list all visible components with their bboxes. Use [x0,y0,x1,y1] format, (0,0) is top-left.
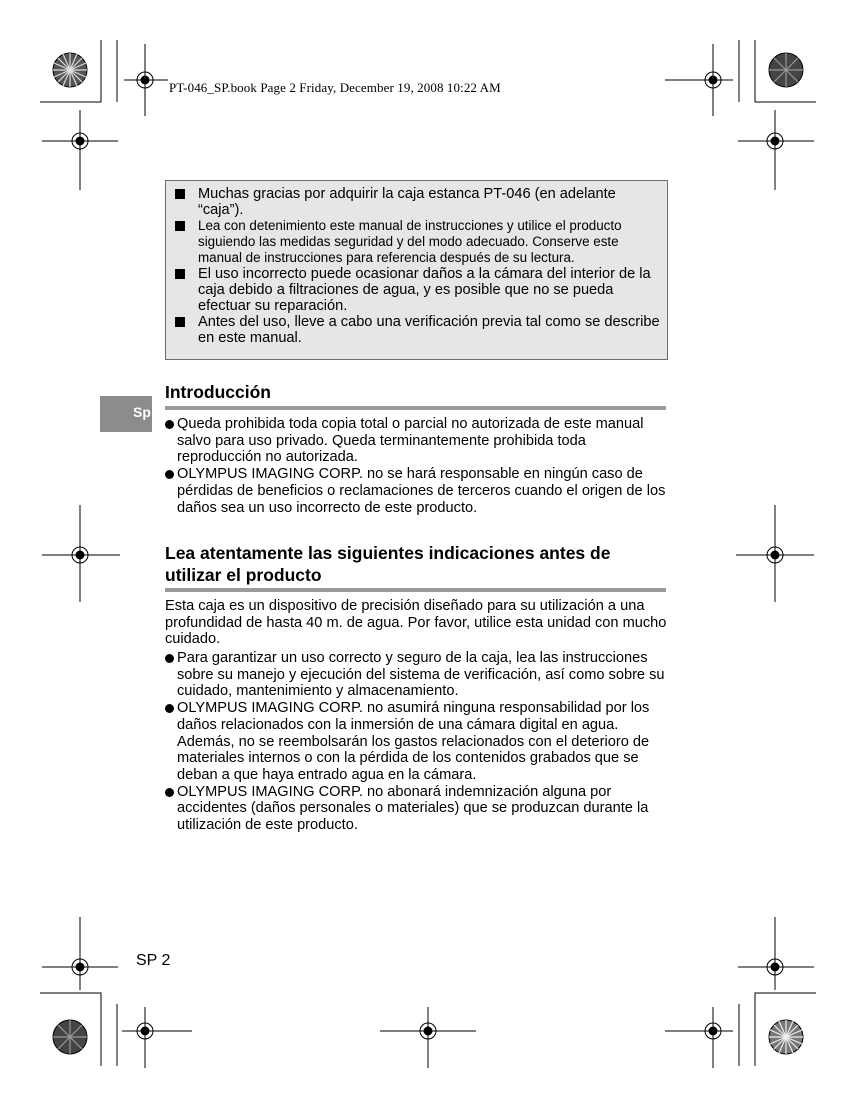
introduccion-bullets [165,416,670,516]
lea-heading-line2: utilizar el producto [165,565,322,585]
registration-target-bottom-right [665,1007,733,1068]
round-bullet-icon [165,788,174,797]
registration-target-top-left-a [124,44,168,116]
square-bullet-icon [175,269,185,279]
lea-heading [165,542,610,586]
registration-target-bottom-left [122,1007,192,1068]
registration-target-right-b [738,110,814,190]
lea-bullets [165,650,670,834]
print-header: PT-046_SP.book Page 2 Friday, December 19, 2008 10:22 AM [169,80,501,95]
registration-target-right-c [738,917,814,990]
list-item: OLYMPUS IMAGING CORP. no asumirá ninguna responsabilidad por los daños relacionados con la inmersión de una cámara digital en agua. Además, no se reembolsarán los gastos relacionados con el deterioro de materiales internos o con la pérdida de los contenidos grabados que se deban a que haya entrado agua en la cámara. [165,700,670,784]
star-wheel-bottom-left [53,1020,87,1054]
square-bullet-icon [175,189,185,199]
notice-item: Antes del uso, lleve a cabo una verificación previa tal como se describe en este manual. [166,314,667,346]
notice-list [166,186,667,346]
notice-box [165,180,668,360]
round-bullet-icon [165,654,174,663]
lea-heading-line1: Lea atentamente las siguientes indicaciones antes de [165,543,611,563]
registration-target-left-c [42,917,118,990]
heading-rule [165,588,666,592]
square-bullet-icon [175,221,185,231]
star-wheel-bottom-right [769,1020,803,1054]
notice-item: El uso incorrecto puede ocasionar daños a la cámara del interior de la caja debido a filtraciones de agua, y es posible que no se pueda efectuar su reparación. [166,266,667,314]
lea-intro-paragraph: Esta caja es un dispositivo de precisión diseñado para su utilización a una profundidad de hasta 40 m. de agua. Por favor, utilice esta unidad con mucho cuidado. [165,598,667,648]
round-bullet-icon [165,420,174,429]
language-section-tab: Sp [100,396,152,432]
heading-rule [165,406,666,410]
registration-target-left-b [42,110,118,190]
notice-item: Muchas gracias por adquirir la caja estanca PT-046 (en adelante “caja”). [166,186,667,218]
registration-target-left-mid [42,505,120,602]
registration-target-bottom-center [380,1007,476,1068]
registration-target-right-mid [736,505,814,602]
list-item: OLYMPUS IMAGING CORP. no abonará indemnización alguna por accidentes (daños personales o materiales) que se produzcan durante la utilización de este producto. [165,784,670,834]
notice-item: Lea con detenimiento este manual de instrucciones y utilice el producto siguiendo las medidas seguridad y del modo adecuado. Conserve este manual de instrucciones para referencia después de su lectura. [166,218,667,266]
list-item: OLYMPUS IMAGING CORP. no se hará responsable en ningún caso de pérdidas de beneficios o reclamaciones de terceros cuando el origen de los daños sea un uso incorrecto de este producto. [165,466,670,516]
star-wheel-top-left [53,53,87,87]
list-item: Queda prohibida toda copia total o parcial no autorizada de este manual salvo para uso privado. Queda terminantemente prohibida toda reproducción no autorizada. [165,416,670,466]
introduccion-heading: Introducción [165,382,271,402]
registration-target-top-right-a [665,44,733,116]
list-item: Para garantizar un uso correcto y seguro de la caja, lea las instrucciones sobre su manejo y ejecución del sistema de verificación, así como sobre su cuidado, mantenimiento y almacenamiento. [165,650,670,700]
round-bullet-icon [165,704,174,713]
page-number: SP 2 [136,952,171,969]
square-bullet-icon [175,317,185,327]
star-wheel-top-right [769,53,803,87]
round-bullet-icon [165,470,174,479]
